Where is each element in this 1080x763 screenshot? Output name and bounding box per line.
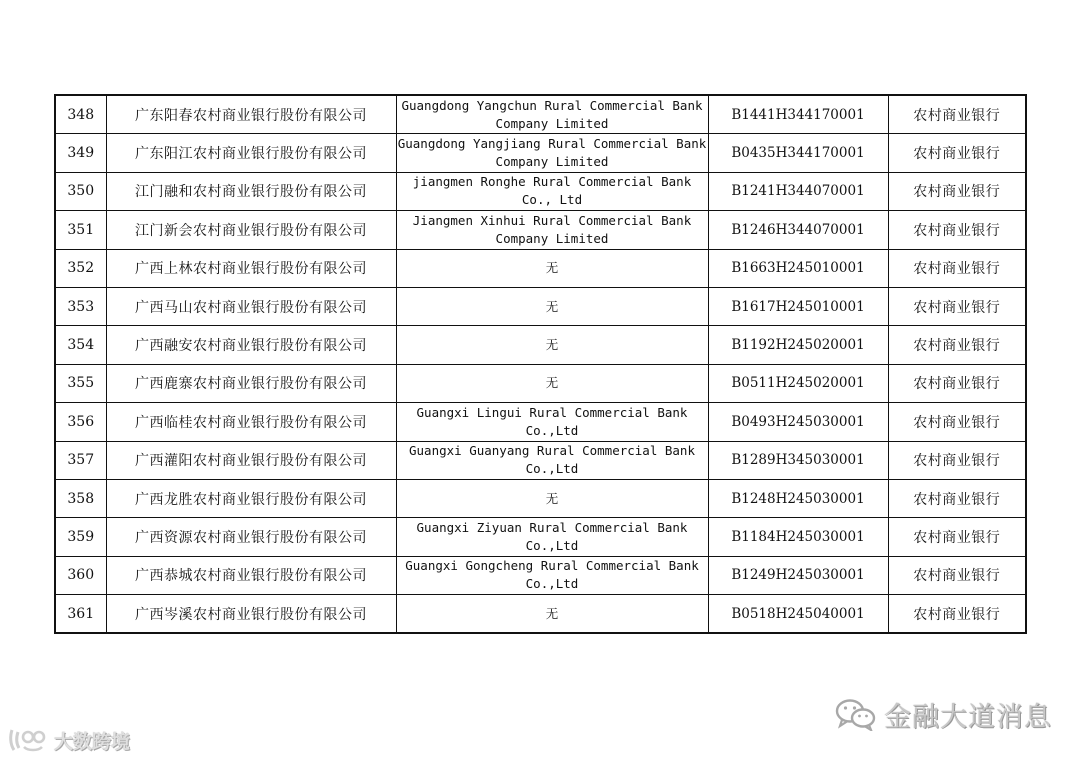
row-number: 353 — [55, 287, 106, 325]
bank-name-english: Guangxi Lingui Rural Commercial Bank Co.,Ltd — [396, 403, 708, 441]
row-number: 354 — [55, 326, 106, 364]
table-row — [55, 403, 1026, 441]
institution-type: 农村商业银行 — [888, 249, 1026, 287]
institution-code: B1246H344070001 — [708, 211, 888, 249]
bank-name-english: jiangmen Ronghe Rural Commercial Bank Co., Ltd — [396, 172, 708, 210]
institution-code: B0511H245020001 — [708, 364, 888, 402]
table-row — [55, 287, 1026, 325]
bank-name-chinese: 广东阳江农村商业银行股份有限公司 — [106, 134, 396, 172]
bank-name-english: 无 — [396, 249, 708, 287]
row-number: 348 — [55, 95, 106, 134]
institution-type: 农村商业银行 — [888, 134, 1026, 172]
bank-name-chinese: 广西鹿寨农村商业银行股份有限公司 — [106, 364, 396, 402]
bank-name-chinese: 广东阳春农村商业银行股份有限公司 — [106, 95, 396, 134]
bank-name-chinese: 广西恭城农村商业银行股份有限公司 — [106, 556, 396, 594]
institution-type: 农村商业银行 — [888, 518, 1026, 556]
row-number: 350 — [55, 172, 106, 210]
watermark-wechat-account — [834, 690, 1052, 738]
bank-name-english: Guangxi Guanyang Rural Commercial Bank Co.,Ltd — [396, 441, 708, 479]
institution-type: 农村商业银行 — [888, 95, 1026, 134]
table-row — [55, 326, 1026, 364]
institution-code: B1663H245010001 — [708, 249, 888, 287]
institution-type: 农村商业银行 — [888, 326, 1026, 364]
table-row — [55, 441, 1026, 479]
watermark-source-logo — [8, 726, 130, 754]
table-row — [55, 211, 1026, 249]
institution-code: B1249H245030001 — [708, 556, 888, 594]
institution-type: 农村商业银行 — [888, 403, 1026, 441]
table-row — [55, 479, 1026, 517]
table-row — [55, 518, 1026, 556]
table-row — [55, 595, 1026, 634]
institution-type: 农村商业银行 — [888, 556, 1026, 594]
bank-name-english: 无 — [396, 287, 708, 325]
institution-type: 农村商业银行 — [888, 287, 1026, 325]
row-number: 356 — [55, 403, 106, 441]
table-row — [55, 364, 1026, 402]
bank-name-english: 无 — [396, 595, 708, 634]
institution-code: B1184H245030001 — [708, 518, 888, 556]
row-number: 357 — [55, 441, 106, 479]
row-number: 349 — [55, 134, 106, 172]
institution-code: B1192H245020001 — [708, 326, 888, 364]
institution-type: 农村商业银行 — [888, 172, 1026, 210]
logo-icon — [8, 726, 50, 754]
bank-name-chinese: 江门融和农村商业银行股份有限公司 — [106, 172, 396, 210]
institution-code: B0435H344170001 — [708, 134, 888, 172]
row-number: 359 — [55, 518, 106, 556]
bank-name-english: 无 — [396, 479, 708, 517]
row-number: 355 — [55, 364, 106, 402]
institution-code: B1617H245010001 — [708, 287, 888, 325]
bank-table — [54, 94, 1027, 634]
bank-name-english: Guangxi Ziyuan Rural Commercial Bank Co.,Ltd — [396, 518, 708, 556]
row-number: 358 — [55, 479, 106, 517]
bank-table-container — [54, 94, 1025, 634]
institution-code: B1241H344070001 — [708, 172, 888, 210]
bank-name-chinese: 广西马山农村商业银行股份有限公司 — [106, 287, 396, 325]
bank-name-chinese: 广西岑溪农村商业银行股份有限公司 — [106, 595, 396, 634]
institution-code: B1441H344170001 — [708, 95, 888, 134]
bank-name-english: Guangdong Yangjiang Rural Commercial Bank Company Limited — [396, 134, 708, 172]
table-row — [55, 172, 1026, 210]
institution-type: 农村商业银行 — [888, 479, 1026, 517]
bank-name-chinese: 江门新会农村商业银行股份有限公司 — [106, 211, 396, 249]
bank-name-chinese: 广西上林农村商业银行股份有限公司 — [106, 249, 396, 287]
bank-name-english: Jiangmen Xinhui Rural Commercial Bank Company Limited — [396, 211, 708, 249]
institution-type: 农村商业银行 — [888, 441, 1026, 479]
bank-name-chinese: 广西灌阳农村商业银行股份有限公司 — [106, 441, 396, 479]
row-number: 361 — [55, 595, 106, 634]
bank-name-english: Guangdong Yangchun Rural Commercial Bank Company Limited — [396, 95, 708, 134]
table-row — [55, 249, 1026, 287]
row-number: 360 — [55, 556, 106, 594]
bank-name-english: Guangxi Gongcheng Rural Commercial Bank Co.,Ltd — [396, 556, 708, 594]
wechat-icon — [834, 697, 878, 731]
bank-name-english: 无 — [396, 326, 708, 364]
institution-code: B1248H245030001 — [708, 479, 888, 517]
watermark-right-text: 金融大道消息 — [884, 701, 1052, 733]
bank-name-chinese: 广西临桂农村商业银行股份有限公司 — [106, 403, 396, 441]
table-row — [55, 556, 1026, 594]
row-number: 351 — [55, 211, 106, 249]
row-number: 352 — [55, 249, 106, 287]
bank-name-chinese: 广西融安农村商业银行股份有限公司 — [106, 326, 396, 364]
institution-code: B0493H245030001 — [708, 403, 888, 441]
institution-type: 农村商业银行 — [888, 595, 1026, 634]
watermark-left-text: 大数跨境 — [54, 730, 131, 753]
table-row — [55, 134, 1026, 172]
table-row — [55, 95, 1026, 134]
institution-code: B1289H345030001 — [708, 441, 888, 479]
bank-name-chinese: 广西龙胜农村商业银行股份有限公司 — [106, 479, 396, 517]
institution-type: 农村商业银行 — [888, 211, 1026, 249]
institution-type: 农村商业银行 — [888, 364, 1026, 402]
institution-code: B0518H245040001 — [708, 595, 888, 634]
bank-name-chinese: 广西资源农村商业银行股份有限公司 — [106, 518, 396, 556]
bank-name-english: 无 — [396, 364, 708, 402]
table-body — [55, 95, 1026, 633]
